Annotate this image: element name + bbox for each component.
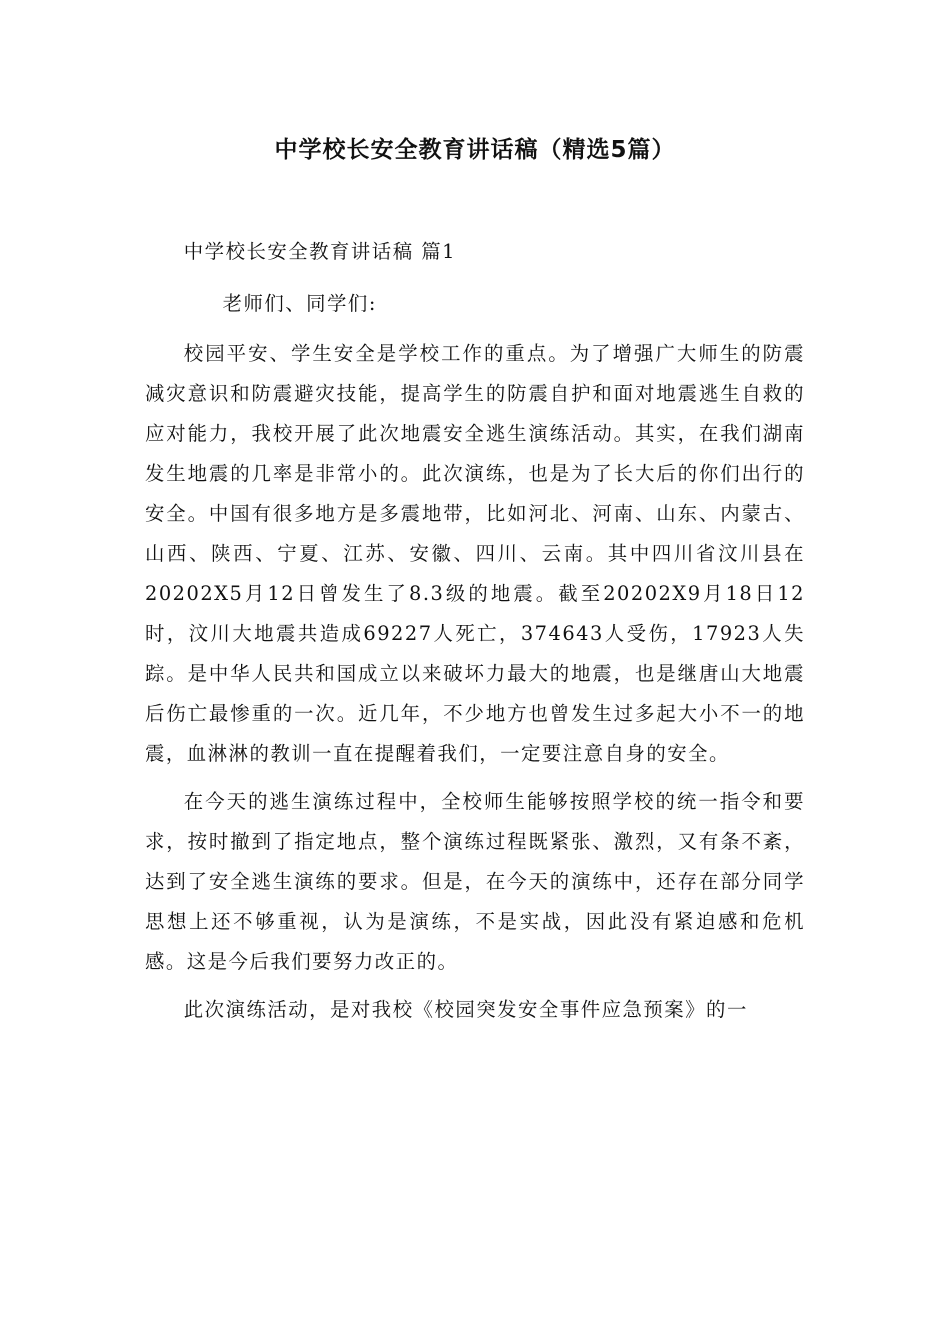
document-title: 中学校长安全教育讲话稿（精选5篇） bbox=[274, 137, 676, 163]
paragraph-3: 此次演练活动，是对我校《校园突发安全事件应急预案》的一 bbox=[183, 998, 748, 1021]
document-body bbox=[145, 232, 805, 1038]
paragraph-2: 在今天的逃生演练过程中，全校师生能够按照学校的统一指令和要求，按时撤到了指定地点，整个演练过程既紧张、激烈，又有条不紊，达到了安全逃生演练的要求。但是，在今天的演练中，还存在部分同学思想上还不够重视，认为是演练，不是实战，因此没有紧迫感和危机感。这是今后我们要努力改正的。 bbox=[145, 790, 805, 973]
section-heading: 中学校长安全教育讲话稿 篇1 bbox=[183, 240, 456, 263]
salutation: 老师们、同学们: bbox=[222, 292, 377, 315]
paragraph-1: 校园平安、学生安全是学校工作的重点。为了增强广大师生的防震减灾意识和防震避灾技能，提高学生的防震自护和面对地震逃生自救的应对能力，我校开展了此次地震安全逃生演练活动。其实，在我们湖南发生地震的几率是非常小的。此次演练，也是为了长大后的你们出行的安全。中国有很多地方是多震地带，比如河北、河南、山东、内蒙古、山西、陕西、宁夏、江苏、安徽、四川、云南。其中四川省汶川县在20202X5月12日曾发生了8.3级的地震。截至20202X9月18日12时，汶川大地震共造成69227人死亡，374643人受伤，17923人失踪。是中华人民共和国成立以来破坏力最大的地震，也是继唐山大地震后伤亡最惨重的一次。近几年，不少地方也曾发生过多起大小不一的地震，血淋淋的教训一直在提醒着我们，一定要注意自身的安全。 bbox=[145, 342, 805, 765]
